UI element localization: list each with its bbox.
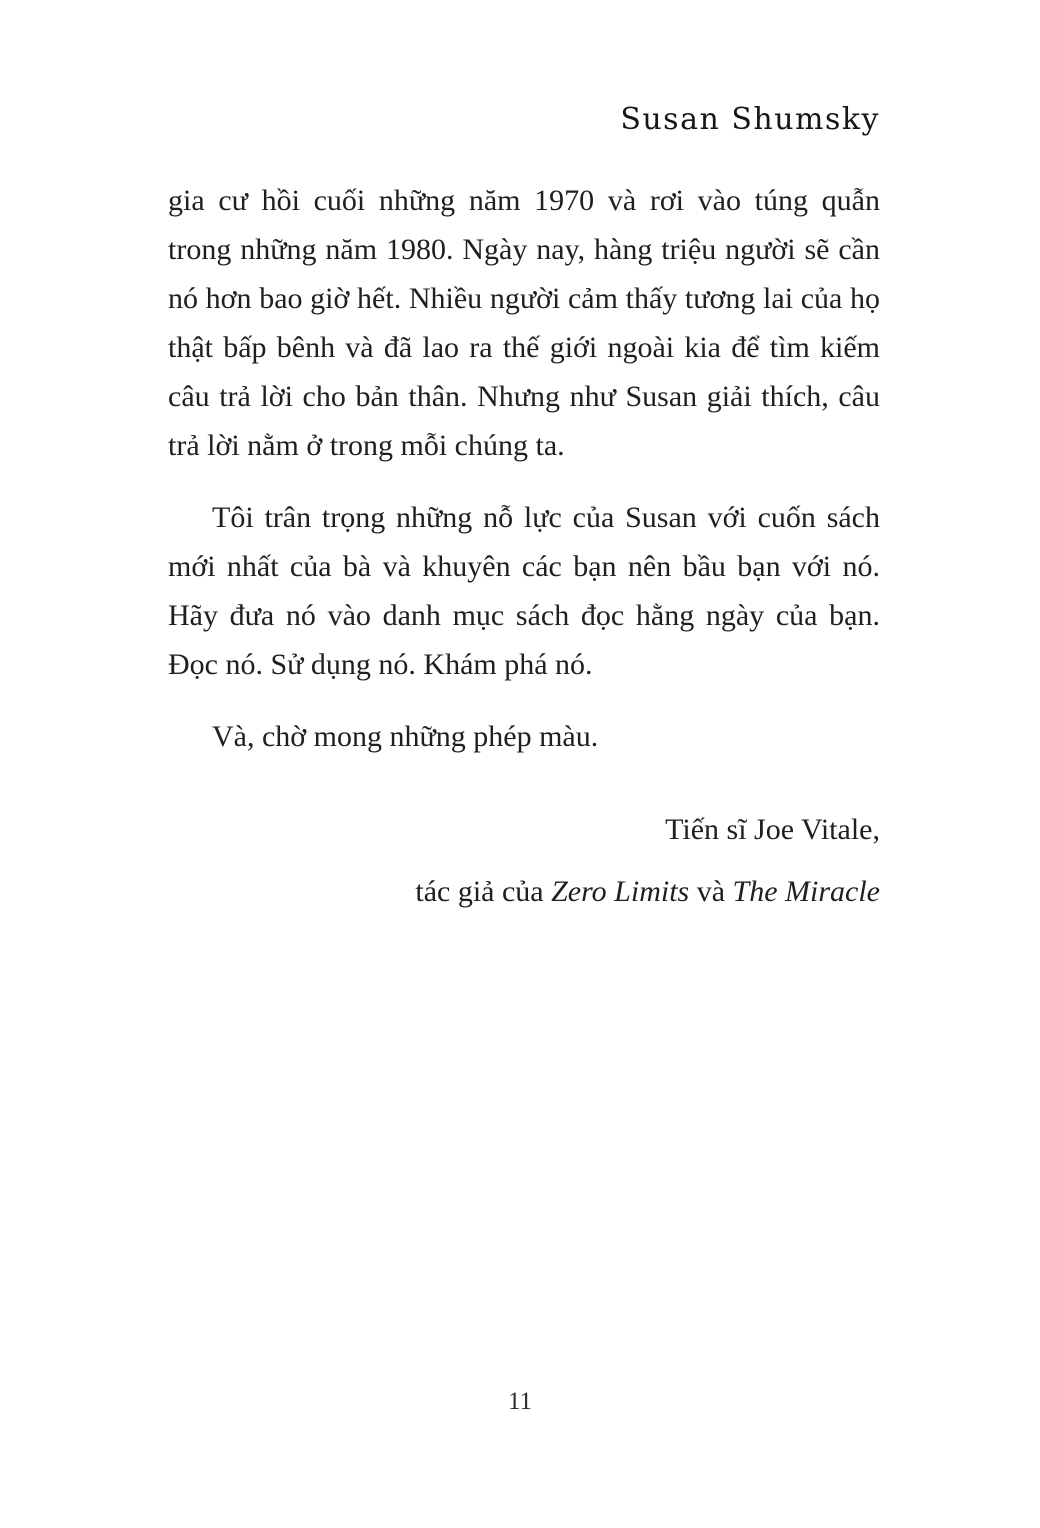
page-number: 11: [507, 1388, 533, 1415]
attribution: [168, 805, 880, 916]
paragraph: gia cư hồi cuối những năm 1970 và rơi vào túng quẫn trong những năm 1980. Ngày nay, hàng triệu người sẽ cần nó hơn bao giờ hết. Nhiều người cảm thấy tương lai của họ thật bấp bênh và đã lao ra thế giới ngoài kia để tìm kiếm câu trả lời cho bản thân. Nhưng như Susan giải thích, câu trả lời nằm ở trong mỗi chúng ta.: [168, 184, 880, 462]
paragraph: Tôi trân trọng những nỗ lực của Susan với cuốn sách mới nhất của bà và khuyên các bạn nên bầu bạn với nó. Hãy đưa nó vào danh mục sách đọc hằng ngày của bạn. Đọc nó. Sử dụng nó. Khám phá nó.: [168, 501, 880, 681]
attribution-name: Tiến sĩ Joe Vitale,: [665, 813, 880, 846]
page-content: [168, 176, 880, 929]
attribution-works-conjunction: và: [689, 875, 733, 908]
paragraph: Và, chờ mong những phép màu.: [212, 720, 599, 753]
book-title-the-miracle: The Miracle: [732, 875, 880, 908]
attribution-works: [168, 867, 880, 916]
attribution-works-prefix: tác giả của: [415, 875, 552, 908]
running-header-author: Susan Shumsky: [620, 102, 880, 137]
book-title-zero-limits: Zero Limits: [551, 875, 690, 908]
